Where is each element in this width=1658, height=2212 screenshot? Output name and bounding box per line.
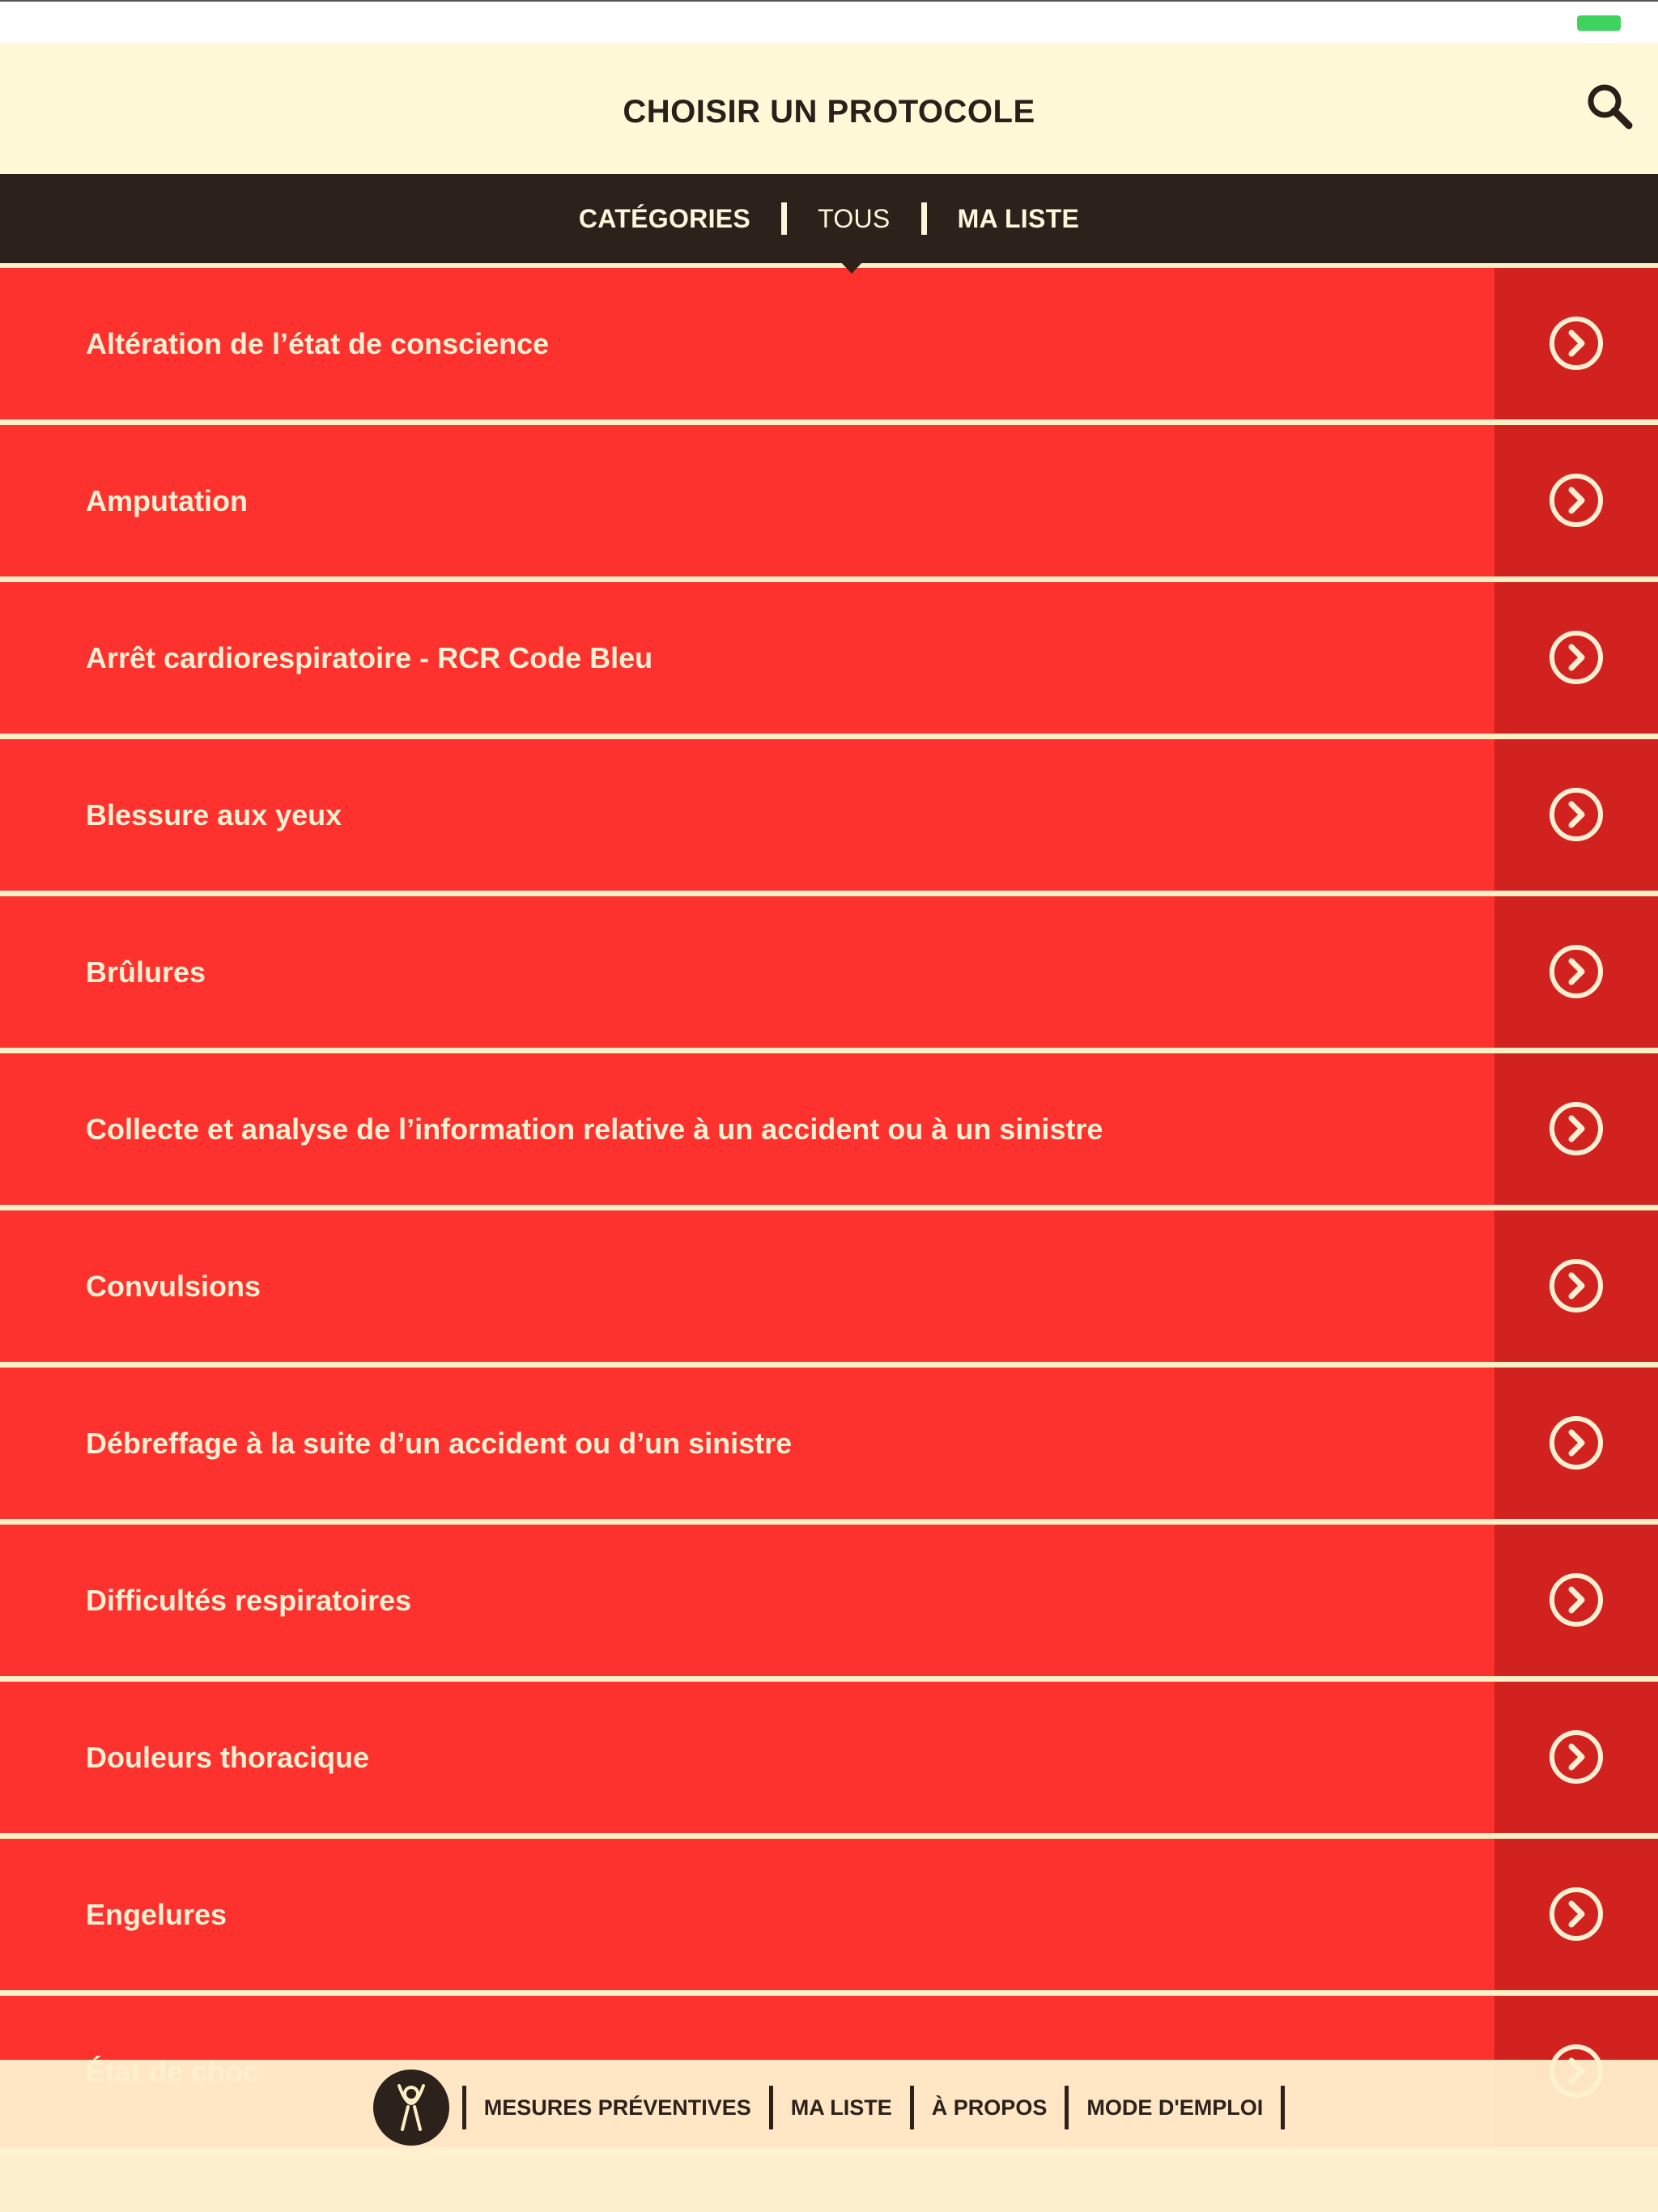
open-protocol-button[interactable] [1494, 425, 1658, 576]
page-title: CHOISIR UN PROTOCOLE [623, 94, 1035, 130]
open-protocol-button[interactable] [1494, 268, 1658, 419]
chevron-right-circle-icon [1548, 315, 1605, 372]
protocol-row[interactable] [0, 896, 1658, 1048]
chevron-right-circle-icon [1548, 1886, 1605, 1942]
protocol-row[interactable] [0, 268, 1658, 419]
open-protocol-button[interactable] [1494, 1682, 1658, 1833]
bottom-nav-bar [0, 2060, 1658, 2155]
open-protocol-button[interactable] [1494, 1053, 1658, 1205]
protocol-label: Douleurs thoracique [86, 1741, 370, 1774]
status-bar [0, 0, 1658, 43]
open-protocol-button[interactable] [1494, 896, 1658, 1048]
bottom-nav [0, 2060, 1658, 2155]
chevron-right-circle-icon [1548, 1100, 1605, 1157]
protocol-label: Altération de l’état de conscience [86, 327, 550, 360]
protocol-label: Collecte et analyse de l’information relative à un accident ou à un sinistre [86, 1112, 1103, 1146]
tab-categories[interactable]: CATÉGORIES [578, 203, 751, 233]
nav-mode-emploi[interactable]: MODE D'EMPLOI [1086, 2095, 1264, 2120]
open-protocol-button[interactable] [1494, 1368, 1658, 1519]
protocol-label: Amputation [86, 484, 248, 517]
chevron-right-circle-icon [1548, 1414, 1605, 1471]
protocol-label: Débreffage à la suite d’un accident ou d’un sinistre [86, 1427, 793, 1460]
protocol-row[interactable] [0, 1525, 1658, 1676]
nav-divider [1281, 2086, 1285, 2129]
tab-ma-liste[interactable]: MA LISTE [957, 203, 1080, 233]
protocol-row[interactable] [0, 1053, 1658, 1205]
protocol-row[interactable] [0, 1368, 1658, 1519]
tab-bar [0, 174, 1658, 263]
protocol-label: Blessure aux yeux [86, 798, 342, 832]
open-protocol-button[interactable] [1494, 739, 1658, 891]
tab-divider [921, 202, 927, 235]
bottom-strip [0, 2155, 1658, 2212]
protocol-row[interactable] [0, 425, 1658, 576]
tabs [0, 174, 1658, 263]
protocol-label: Brûlures [86, 955, 206, 989]
header [0, 43, 1658, 174]
protocol-row[interactable] [0, 1210, 1658, 1362]
nav-a-propos[interactable]: À PROPOS [931, 2095, 1048, 2120]
open-protocol-button[interactable] [1494, 1839, 1658, 1990]
chevron-right-circle-icon [1548, 472, 1605, 529]
chevron-right-circle-icon [1548, 1729, 1605, 1785]
chevron-right-circle-icon [1548, 1257, 1605, 1314]
tab-tous[interactable]: TOUS [818, 203, 891, 233]
person-logo-glyph [373, 2069, 449, 2146]
active-tab-indicator [840, 262, 863, 274]
open-protocol-button[interactable] [1494, 1525, 1658, 1676]
protocol-row[interactable] [0, 1682, 1658, 1833]
protocol-row[interactable] [0, 739, 1658, 891]
protocol-row[interactable] [0, 1839, 1658, 1990]
protocol-label: Convulsions [86, 1270, 261, 1303]
chevron-right-circle-icon [1548, 786, 1605, 843]
protocol-row[interactable] [0, 582, 1658, 734]
open-protocol-button[interactable] [1494, 582, 1658, 734]
open-protocol-button[interactable] [1494, 1210, 1658, 1362]
chevron-right-circle-icon [1548, 943, 1605, 1000]
protocol-label: Difficultés respiratoires [86, 1584, 412, 1617]
search-icon [1582, 79, 1640, 137]
person-logo-icon[interactable] [373, 2069, 449, 2146]
nav-ma-liste[interactable]: MA LISTE [790, 2095, 892, 2120]
chevron-right-circle-icon [1548, 1572, 1605, 1628]
search-button[interactable] [1582, 79, 1640, 137]
protocol-label: Engelures [86, 1898, 227, 1931]
protocol-label: Arrêt cardiorespiratoire - RCR Code Bleu [86, 641, 653, 674]
tab-divider [781, 202, 787, 235]
nav-mesures-preventives[interactable]: MESURES PRÉVENTIVES [483, 2095, 751, 2120]
protocol-list [0, 263, 1658, 2153]
chevron-right-circle-icon [1548, 629, 1605, 686]
battery-icon [1577, 15, 1621, 31]
